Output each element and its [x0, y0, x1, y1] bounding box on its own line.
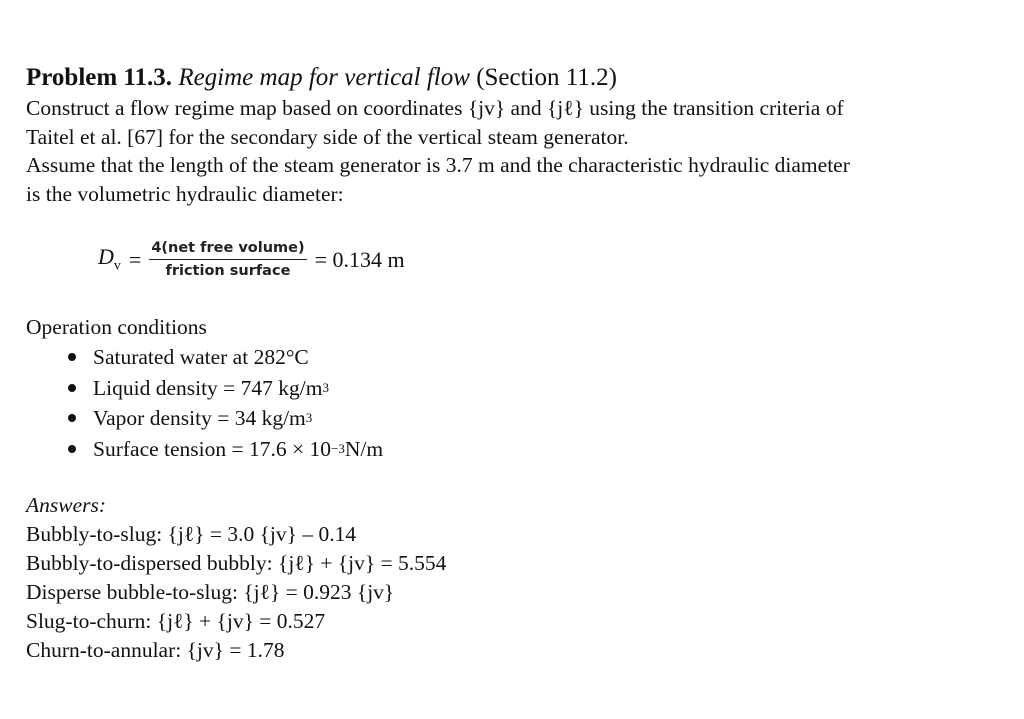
answer-row: Slug-to-churn: {jℓ} + {jv} = 0.527	[26, 609, 326, 633]
hydraulic-diameter-formula	[98, 240, 405, 279]
formula-denominator: friction surface	[165, 263, 291, 279]
list-item: Saturated water at 282°C	[66, 342, 383, 373]
list-item: Vapor density = 34 kg/m 3	[66, 403, 383, 434]
bullet-icon	[68, 445, 76, 453]
bullet-icon	[68, 384, 76, 392]
document-page	[26, 62, 1001, 662]
problem-heading	[26, 62, 1001, 94]
list-item: Surface tension = 17.6 × 10 −3 N/m	[66, 434, 383, 465]
formula-equals: =	[128, 246, 142, 272]
intro-line-3: Assume that the length of the steam generator is 3.7 m and the characteristic hydraulic diameter	[26, 153, 850, 177]
formula-lhs: $D_v$	[98, 244, 121, 274]
formula-numerator: 4(net free volume)	[149, 240, 306, 260]
answers-heading: Answers:	[26, 493, 107, 517]
problem-title: Regime map for vertical flow	[178, 64, 470, 91]
bullet-icon	[68, 414, 76, 422]
operation-conditions-heading: Operation conditions	[26, 315, 207, 339]
answer-row: Bubbly-to-slug: {jℓ} = 3.0 {jv} – 0.14	[26, 522, 357, 546]
answer-row: Bubbly-to-dispersed bubbly: {jℓ} + {jv} = 5.554	[26, 551, 447, 575]
intro-line-4: is the volumetric hydraulic diameter:	[26, 181, 344, 206]
intro-line-1: Construct a flow regime map based on coordinates {jv} and {jℓ} using the transition criteria of	[26, 96, 844, 120]
answer-row: Churn-to-annular: {jv} = 1.78	[26, 638, 285, 662]
intro-line-2: Taitel et al. [67] for the secondary side of the vertical steam generator.	[26, 124, 629, 149]
problem-section: (Section 11.2)	[476, 64, 617, 91]
list-item: Liquid density = 747 kg/m 3	[66, 373, 383, 404]
formula-result: = 0.134 m	[314, 246, 405, 272]
problem-number: Problem 11.3.	[26, 64, 173, 91]
formula-fraction	[149, 240, 306, 279]
operation-conditions-list	[66, 342, 383, 464]
answer-row: Disperse bubble-to-slug: {jℓ} = 0.923 {jv}	[26, 580, 395, 604]
bullet-icon	[68, 353, 76, 361]
answers-section	[26, 490, 446, 665]
